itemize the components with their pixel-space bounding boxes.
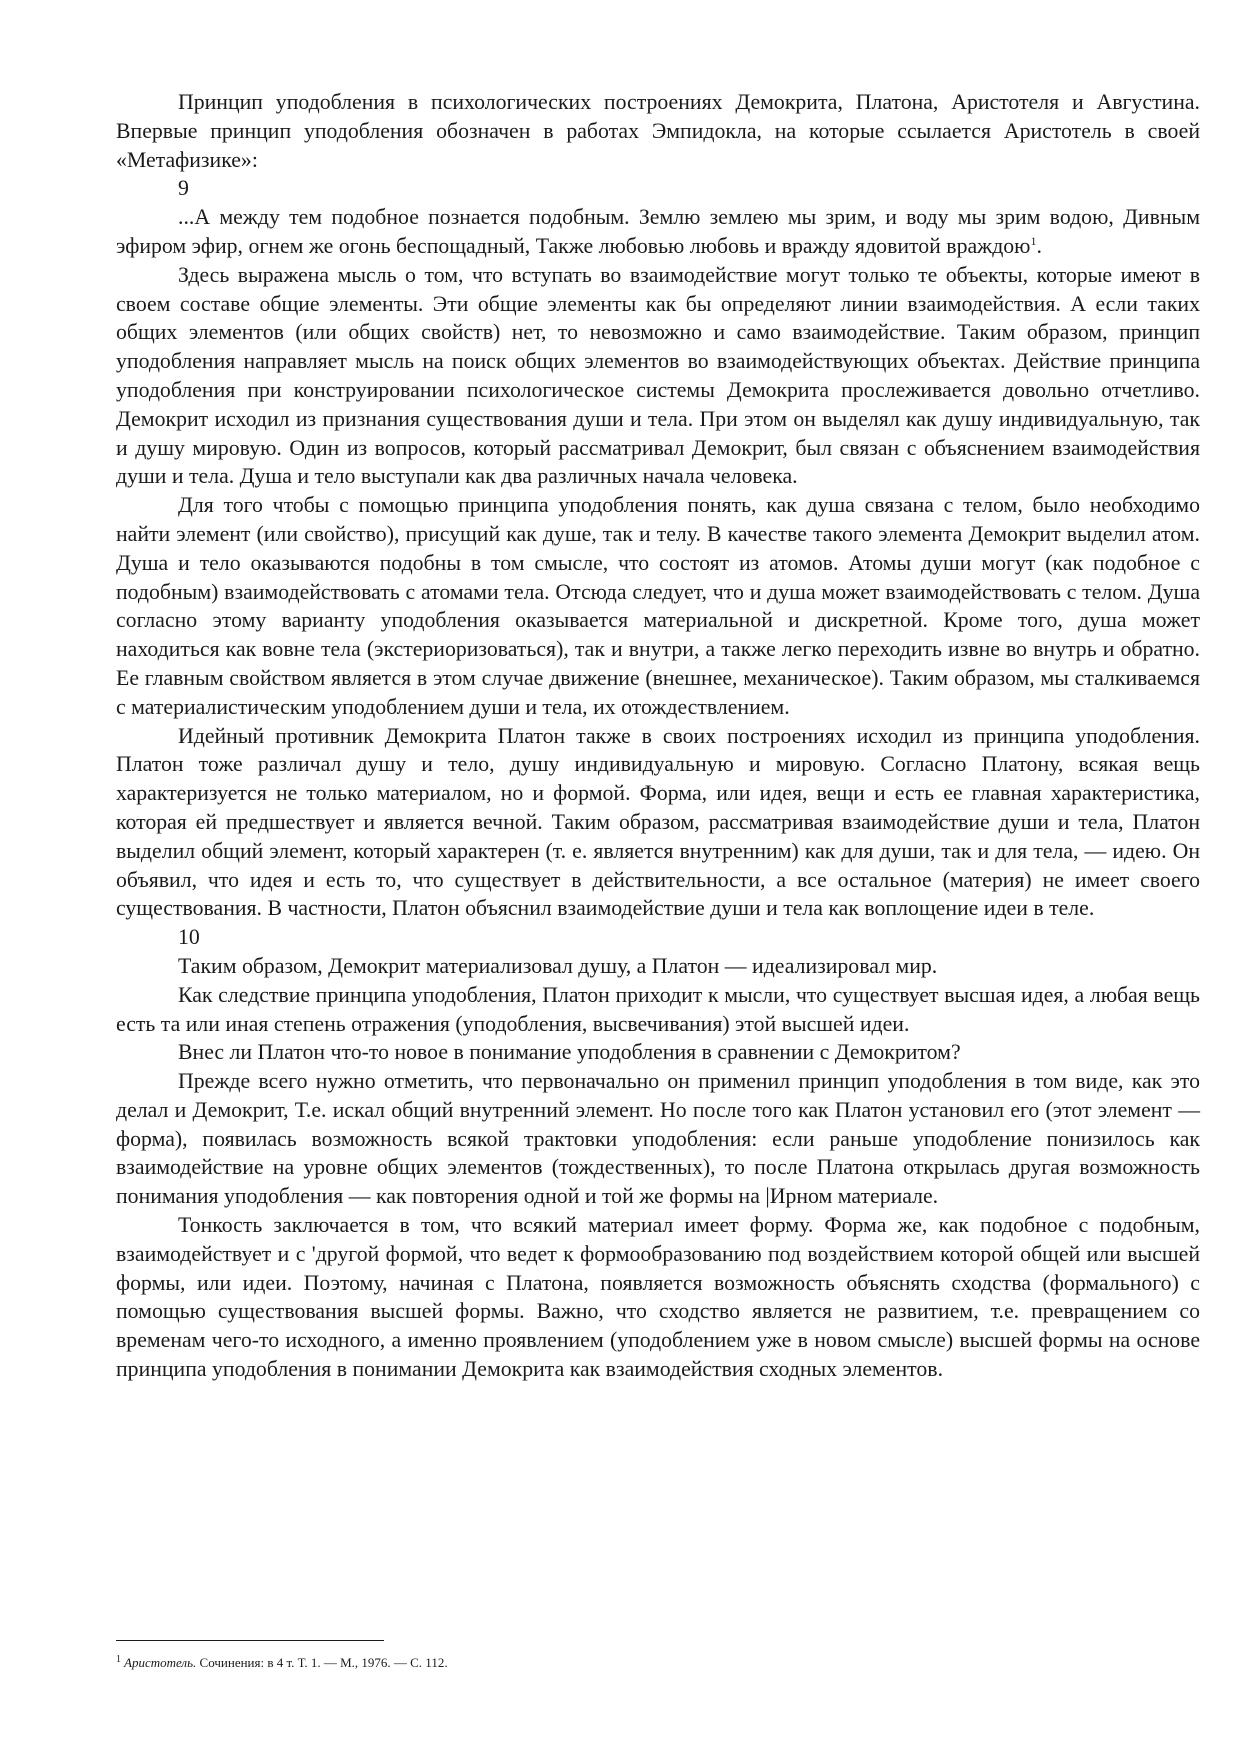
paragraph-higher-idea: Как следствие принципа уподобления, Платон приходит к мысли, что существует высшая идея, а любая вещь есть та или иная степень отражения (уподобления, высвечивания) этой высшей идеи. <box>116 982 1200 1036</box>
paragraph-democritus-atom: Для того чтобы с помощью принципа уподобления понять, как душа связана с телом, было необходимо найти элемент (или свойство), присущий как душе, так и телу. В качестве такого элемента Демокрит выделил атом. Душа и тело оказываются подобны в том смысле, что состоят из атомов. Атомы души могут (как подобное с подобным) взаимодействовать с атомами тела. Отсюда следует, что и душа может взаимодействовать с телом. Душа согласно этому варианту уподобления оказывается материальной и дискретной. Кроме того, душа может находиться как вовне тела (экстериоризоваться), так и внутри, а также легко переходить извне во внутрь и обратно. Ее главным свойством является в этом случае движение (внешнее, механическое). Таким образом, мы сталкиваемся с материалистическим уподоблением души и тела, их отождествлением. <box>116 493 1200 719</box>
paragraph-summary: Таким образом, Демокрит материализовал душу, а Платон — идеализировал мир. <box>178 953 938 978</box>
footnote-marker: 1 <box>116 1654 121 1665</box>
page-number-10: 10 <box>178 925 200 950</box>
paragraph-subtlety: Тонкость заключается в том, что всякий материал имеет форму. Форма же, как подобное с подобным, взаимодействует и с 'другой формой, что ведет к формообразованию под воздействием которой общей или высшей формы, или идеи. Поэтому, начиная с Платона, появляется возможность объяснять сходства (формального) с помощью существования высшей формы. Важно, что сходство является не развитием, т.е. превращением со временам чего-то исходного, а именно проявлением (уподоблением уже в новом смысле) высшей формы на основе принципа уподобления в понимании Демокрита как взаимодействия сходных элементов. <box>116 1213 1200 1382</box>
page-number-9: 9 <box>178 176 189 201</box>
footnote-separator <box>116 1640 384 1641</box>
footnote-author: Аристотель. <box>124 1655 197 1670</box>
quote-text: ...А между тем подобное познается подобным. Землю землею мы зрим, и воду мы зрим водою, Дивным эфиром эфир, огнем же огонь беспощадный, Также любовью любовь и вражду ядовитой враждою <box>116 205 1200 258</box>
paragraph-intro: Принцип уподобления в психологических построениях Демокрита, Платона, Аристотеля и Августина. Впервые принцип уподобления обозначен в работах Эмпидокла, на которые ссылается Аристотель в своей «Метафизике»: <box>116 90 1200 172</box>
paragraph-interaction: Здесь выражена мысль о том, что вступать во взаимодействие могут только те объекты, которые имеют в своем составе общие элементы. Эти общие элементы как бы определяют линии взаимодействия. А если таких общих элементов (или общих свойств) нет, то невозможно и само взаимодействие. Таким образом, принцип уподобления направляет мысль на поиск общих элементов во взаимодействующих объектах. Действие принципа уподобления при конструировании психологическое системы Демокрита прослеживается довольно отчетливо. Демокрит исходил из признания существования души и тела. При этом он выделял как душу индивидуальную, так и душу мировую. Один из вопросов, который рассматривал Демокрит, был связан с объяснением взаимодействия души и тела. Душа и тело выступали как два различных начала человека. <box>116 262 1200 489</box>
paragraph-plato: Идейный противник Демокрита Платон также в своих построениях исходил из принципа уподобления. Платон тоже различал душу и тело, душу индивидуальную и мировую. Согласно Платону, всякая вещь характеризуется не только материалом, но и формой. Форма, или идея, вещи и есть ее главная характеристика, которая ей предшествует и является вечной. Таким образом, рассматривая взаимодействие души и тела, Платон выделил общий элемент, который характерен (т. е. является внутренним) как для души, так и для тела, — идею. Он объявил, что идея и есть то, что существует в действительности, а все остальное (материя) не имеет своего существования. В частности, Платон объяснил взаимодействие души и тела как воплощение идеи в теле. <box>116 723 1200 921</box>
paragraph-quote <box>116 203 1200 261</box>
footnote <box>116 1652 448 1671</box>
footnote-reference: 1 <box>1030 233 1037 248</box>
body-text <box>116 88 1200 1384</box>
quote-end: . <box>1036 233 1042 258</box>
footnote-citation: Сочинения: в 4 т. Т. 1. — М., 1976. — С. 112. <box>199 1655 448 1670</box>
paragraph-plato-form: Прежде всего нужно отметить, что первоначально он применил принцип уподобления в том виде, как это делал и Демокрит, Т.е. искал общий внутренний элемент. Но после того как Платон установил его (этот элемент — форма), появилась возможность всякой трактовки уподобления: если раньше уподобление понизилось как взаимодействие на уровне общих элементов (тождественных), то после Платона открылась другая возможность понимания уподобления — как повторения одной и той же формы на |Ирном материале. <box>116 1069 1200 1209</box>
paragraph-question: Внес ли Платон что-то новое в понимание уподобления в сравнении с Демокритом? <box>178 1040 961 1065</box>
